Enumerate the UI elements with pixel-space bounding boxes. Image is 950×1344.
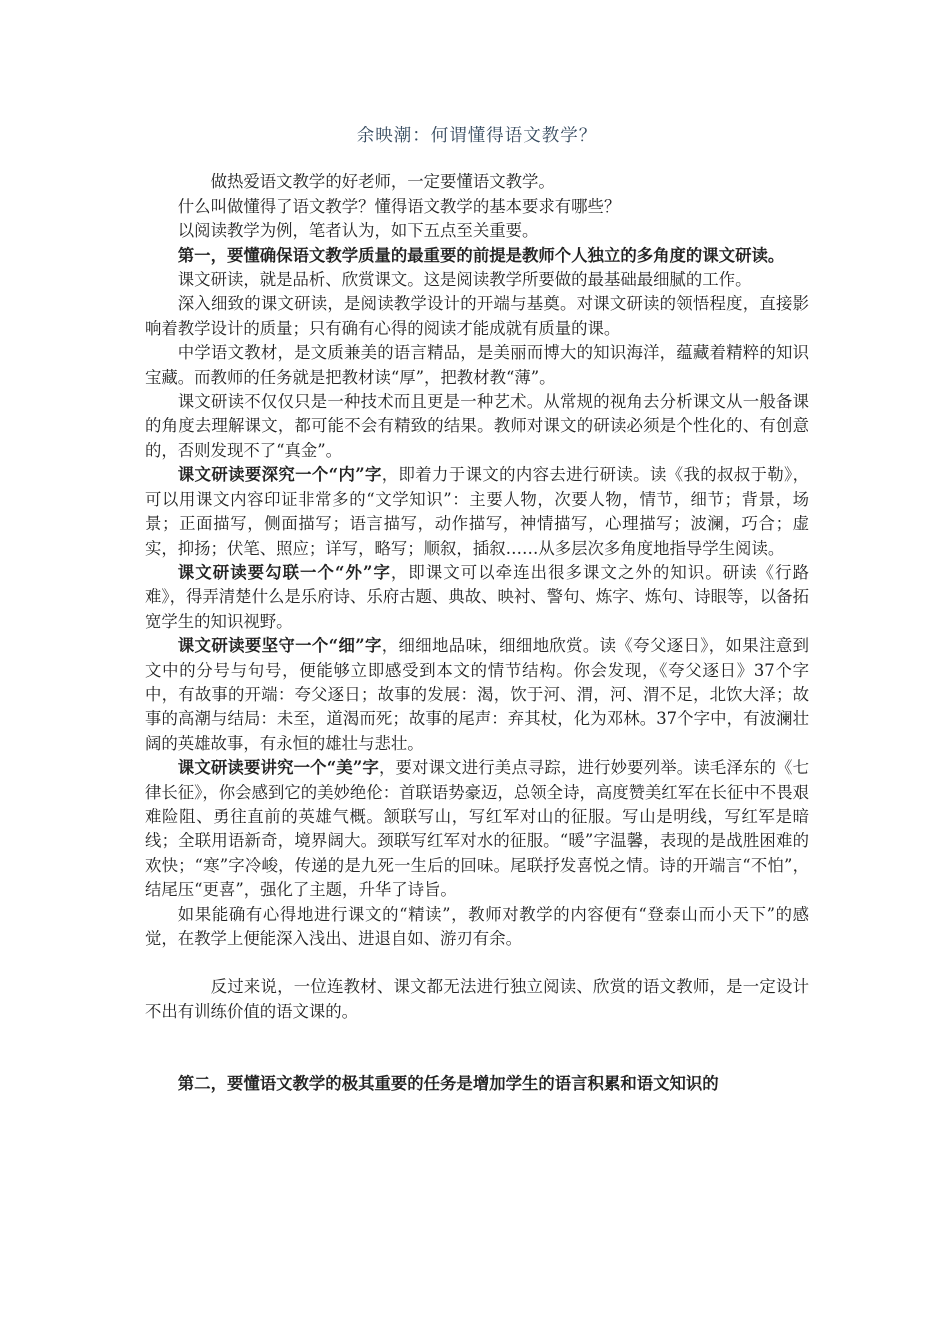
wai-lead: 课文研读要勾联一个“外”字 bbox=[177, 562, 391, 582]
wai-text: ，即课文可以牵连出很多课文之外的知识。研读《行路难》，得弄清楚什么是乐府诗、乐府古题、典故、映衬、警句、炼字、炼句、诗眼等，以备拓宽学生的知识视野。 bbox=[145, 562, 810, 631]
spacer bbox=[145, 1024, 809, 1072]
mei-text: ，要对课文进行美点寻踪，进行妙要列举。读毛泽东的《七律长征》，你会感到它的美妙绝伦：首联语势豪迈，总领全诗，高度赞美红军在长征中不畏艰难险阻、勇往直前的英雄气概。颔联写山，写红军对山的征服。写山是明线，写红军是暗线；全联用语新奇，境界阔大。颈联写红军对水的征服。“暖”字温馨，表现的是战胜困难的欢快；“寒”字冷峻，传递的是九死一生后的回味。尾联抒发喜悦之情。诗的开端言“不怕”，结尾压“更喜”，强化了主题，升华了诗旨。 bbox=[145, 758, 809, 900]
paragraph-textbook: 中学语文教材，是文质兼美的语言精品，是美丽而博大的知识海洋，蕴藏着精粹的知识宝藏。而教师的任务就是把教材读“厚”，把教材教“薄”。 bbox=[145, 343, 809, 387]
paragraph-conclusion: 反过来说，一位连教材、课文都无法进行独立阅读、欣赏的语文教师，是一定设计不出有训练价值的语文课的。 bbox=[145, 977, 809, 1021]
paragraph-nei bbox=[145, 463, 809, 561]
xi-lead: 课文研读要坚守一个“细”字 bbox=[177, 636, 382, 656]
paragraph-wai bbox=[145, 561, 809, 634]
section-1-heading: 第一，要懂确保语文教学质量的最重要的前提是教师个人独立的多角度的课文研读。 bbox=[177, 245, 785, 265]
paragraph-xi bbox=[145, 634, 809, 756]
intro-paragraph-3: 以阅读教学为例，笔者认为，如下五点至关重要。 bbox=[177, 221, 539, 241]
xi-text: ，细细地品味，细细地欣赏。读《夸父逐日》，如果注意到文中的分号与句号，便能够立即感受到本文的情节结构。你会发现，《夸父逐日》37个字中，有故事的开端：夸父逐日；故事的发展：渴，饮于河、渭，河、渭不足，北饮大泽；故事的高潮与结局：未至，道渴而死；故事的尾声：弃其杖，化为邓林。37个字中，有波澜壮阔的英雄故事，有永恒的雄壮与悲壮。 bbox=[145, 636, 809, 753]
section-2-heading: 第二，要懂语文教学的极其重要的任务是增加学生的语言积累和语文知识的 bbox=[177, 1074, 719, 1094]
spacer bbox=[145, 951, 809, 975]
paragraph-jingdu: 如果能确有心得地进行课文的“精读”，教师对教学的内容便有“登泰山而小天下”的感觉，在教学上便能深入浅出、进退自如、游刃有余。 bbox=[145, 904, 809, 948]
mei-lead: 课文研读要讲究一个“美”字 bbox=[177, 758, 379, 778]
document-title: 余映潮：何谓懂得语文教学？ bbox=[356, 126, 598, 146]
intro-paragraph-1: 做热爱语文教学的好老师，一定要懂语文教学。 bbox=[210, 172, 555, 192]
paragraph-mei bbox=[145, 756, 809, 902]
nei-text: ，即着力于课文的内容去进行研读。读《我的叔叔于勒》，可以用课文内容印证非常多的“文学知识”：主要人物，次要人物，情节，细节；背景，场景；正面描写，侧面描写；语言描写，动作描写，神情描写，心理描写；波澜，巧合；虚实，抑扬；伏笔、照应；详写，略写；顺叙，插叙……从多层次多角度地指导学生阅读。 bbox=[145, 465, 809, 558]
nei-lead: 课文研读要深究一个“内”字 bbox=[177, 465, 382, 485]
document-body bbox=[145, 124, 809, 1097]
paragraph-study-definition: 课文研读，就是品析、欣赏课文。这是阅读教学所要做的最基础最细腻的工作。 bbox=[177, 270, 752, 290]
paragraph-art: 课文研读不仅仅只是一种技术而且更是一种艺术。从常规的视角去分析课文从一般备课的角度去理解课文，都可能不会有精致的结果。教师对课文的研读必须是个性化的、有创意的，否则发现不了“真金”。 bbox=[145, 392, 809, 460]
intro-paragraph-2: 什么叫做懂得了语文教学？懂得语文教学的基本要求有哪些？ bbox=[177, 196, 621, 216]
paragraph-study-foundation: 深入细致的课文研读，是阅读教学设计的开端与基奠。对课文研读的领悟程度，直接影响着教学设计的质量；只有确有心得的阅读才能成就有质量的课。 bbox=[145, 294, 809, 338]
